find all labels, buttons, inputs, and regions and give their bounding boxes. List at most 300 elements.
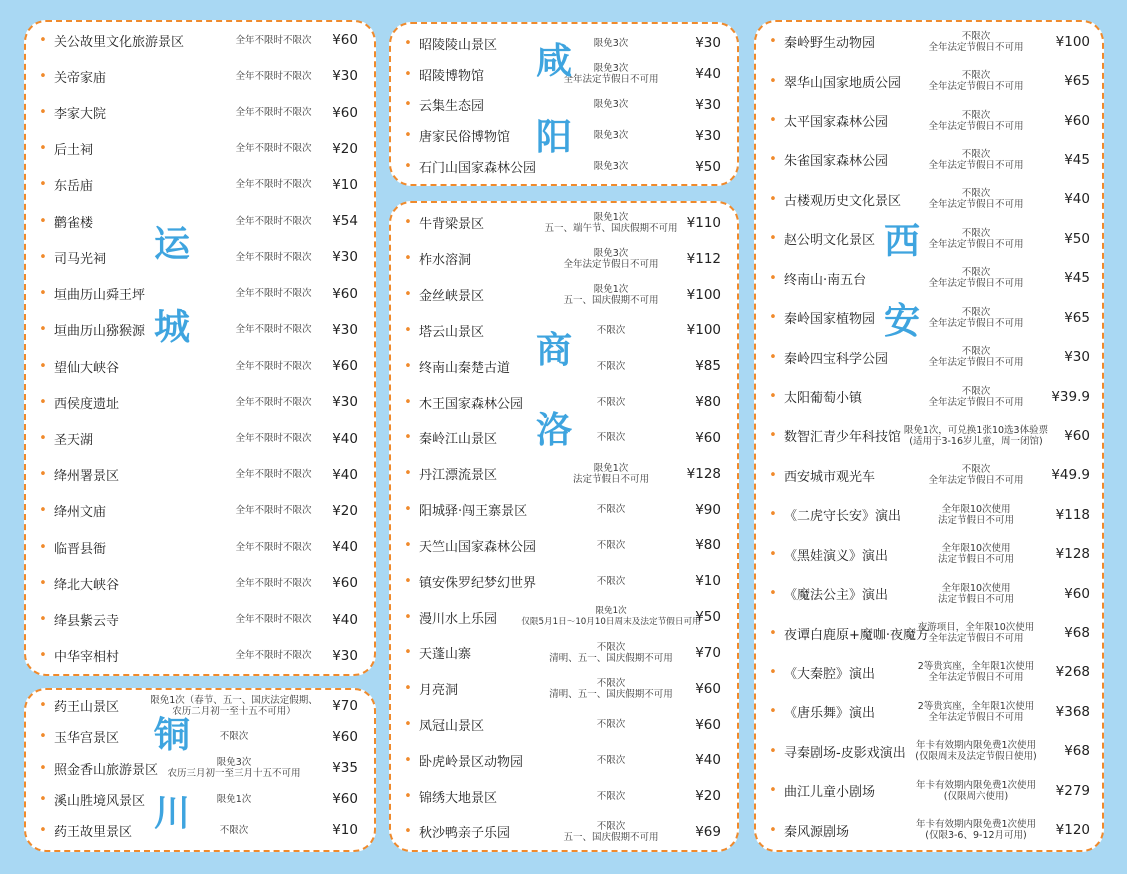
usage-note: 限免3次 全年法定节假日不可用 [563, 247, 659, 270]
usage-note: 全年不限时不限次 [235, 541, 312, 553]
city-label-xian-2: 安 [884, 301, 921, 342]
usage-note: 不限次 [219, 824, 249, 836]
price: ¥30 [695, 96, 721, 113]
xian-list [756, 22, 1102, 850]
attraction-name: 鹳雀楼 [54, 215, 94, 231]
attraction-name: 云集生态园 [419, 99, 485, 115]
price: ¥40 [332, 539, 358, 556]
attraction-name: 丹江漂流景区 [419, 468, 498, 484]
list-item [756, 574, 1102, 613]
price: ¥40 [1064, 191, 1090, 208]
price: ¥20 [695, 788, 721, 805]
city-label-tongchuan-1: 铜 [154, 715, 191, 756]
price: ¥68 [1064, 743, 1090, 760]
usage-note: 不限次 [596, 754, 626, 766]
bullet-icon: • [39, 822, 47, 838]
price: ¥30 [695, 35, 721, 52]
panel-yuncheng [24, 20, 376, 676]
usage-note: 限免1次 五一、国庆假期不可用 [563, 283, 659, 306]
attraction-name: 绛州署景区 [54, 469, 120, 485]
attraction-name: 柞水溶洞 [419, 253, 472, 269]
usage-note: 限免1次，可兑换1张10选3体验票 (适用于3-16岁儿童，周一闭馆) [903, 424, 1049, 447]
usage-note: 2等贵宾座，全年限1次使用 全年法定节假日不可用 [917, 700, 1035, 723]
attraction-name: 《魔法公主》演出 [784, 588, 889, 604]
bullet-icon: • [769, 743, 777, 759]
price: ¥30 [332, 394, 358, 411]
attraction-name: 锦绣大地景区 [419, 790, 498, 806]
price: ¥69 [695, 823, 721, 840]
list-item [756, 377, 1102, 416]
list-item [26, 94, 374, 130]
bullet-icon: • [39, 503, 47, 519]
usage-note: 全年不限时不限次 [235, 251, 312, 263]
bullet-icon: • [769, 113, 777, 129]
list-item [391, 527, 737, 563]
usage-note: 不限次 [596, 324, 626, 336]
usage-note: 全年不限时不限次 [235, 107, 312, 119]
bullet-icon: • [39, 612, 47, 628]
attraction-name: 唐家民俗博物馆 [419, 130, 511, 146]
usage-note: 不限次 [596, 432, 626, 444]
price: ¥50 [695, 609, 721, 626]
price: ¥60 [695, 716, 721, 733]
attraction-name: 终南山秦楚古道 [419, 360, 511, 376]
usage-note: 不限次 [596, 719, 626, 730]
price: ¥30 [695, 127, 721, 144]
bullet-icon: • [769, 625, 777, 641]
usage-note: 全年不限时不限次 [235, 650, 312, 662]
attraction-name: 凤冠山景区 [419, 719, 485, 734]
list-item [26, 457, 374, 493]
bullet-icon: • [404, 159, 412, 175]
list-item [756, 259, 1102, 298]
attraction-name: 东岳庙 [54, 179, 94, 195]
attraction-name: 秦岭江山景区 [419, 432, 498, 448]
list-item [756, 456, 1102, 495]
attraction-name: 绛县紫云寺 [54, 614, 120, 630]
bullet-icon: • [769, 507, 777, 523]
list-item [26, 752, 374, 783]
usage-note: 全年限10次使用 法定节假日不可用 [937, 503, 1014, 526]
usage-note: 不限次 全年法定节假日不可用 [928, 148, 1024, 171]
list-item [391, 205, 737, 241]
attraction-name: 秦岭国家植物园 [784, 312, 876, 328]
price: ¥10 [695, 573, 721, 590]
bullet-icon: • [404, 717, 412, 732]
price: ¥70 [332, 697, 358, 714]
price: ¥112 [686, 250, 721, 267]
price: ¥20 [332, 140, 358, 157]
bullet-icon: • [769, 783, 777, 799]
bullet-icon: • [39, 431, 47, 447]
price: ¥60 [695, 680, 721, 697]
usage-note: 不限次 全年法定节假日不可用 [928, 306, 1024, 329]
list-item [756, 653, 1102, 692]
price: ¥68 [1064, 625, 1090, 642]
attraction-name: 《黑娃演义》演出 [784, 548, 889, 564]
list-item [756, 140, 1102, 179]
price: ¥39.9 [1051, 388, 1090, 405]
attraction-name: 西侯度遗址 [54, 396, 120, 412]
price: ¥368 [1055, 703, 1090, 720]
price: ¥80 [695, 537, 721, 554]
bullet-icon: • [769, 310, 777, 326]
attraction-name: 临晋县衙 [54, 541, 107, 557]
list-item [756, 22, 1102, 61]
price: ¥50 [1064, 230, 1090, 247]
attraction-name: 翠华山国家地质公园 [784, 75, 902, 91]
list-item [26, 784, 374, 815]
list-item [26, 602, 374, 638]
price: ¥80 [695, 394, 721, 411]
price: ¥60 [332, 575, 358, 592]
attraction-name: 镇安侏罗纪梦幻世界 [419, 575, 537, 591]
attraction-name: 金丝峡景区 [419, 289, 485, 305]
price: ¥128 [686, 465, 721, 482]
price: ¥40 [332, 430, 358, 447]
price: ¥30 [332, 249, 358, 266]
price: ¥279 [1055, 782, 1090, 799]
list-item [756, 495, 1102, 534]
usage-note: 全年不限时不限次 [235, 469, 312, 481]
list-item [391, 814, 737, 850]
bullet-icon: • [404, 430, 412, 446]
price: ¥90 [695, 501, 721, 518]
usage-note: 全年不限时不限次 [235, 433, 312, 445]
list-item [26, 815, 374, 846]
price: ¥118 [1055, 506, 1090, 523]
usage-note: 年卡有效期内限免费1次使用 (仅限周末及法定节假日使用) [915, 740, 1037, 763]
list-item [391, 241, 737, 277]
usage-note: 全年限10次使用 法定节假日不可用 [937, 543, 1014, 566]
list-item [756, 101, 1102, 140]
attraction-name: 月亮洞 [419, 683, 459, 699]
list-item [26, 167, 374, 203]
attraction-name: 圣天湖 [54, 433, 94, 449]
attraction-name: 秦岭四宝科学公园 [784, 351, 889, 367]
bullet-icon: • [769, 34, 777, 50]
usage-note: 全年不限时不限次 [235, 614, 312, 626]
list-item [391, 742, 737, 778]
attraction-name: 绛州文庙 [54, 505, 107, 521]
list-item [391, 671, 737, 707]
usage-note: 全年不限时不限次 [235, 577, 312, 589]
usage-note: 不限次 [596, 360, 626, 372]
list-item [756, 298, 1102, 337]
list-item [391, 90, 737, 121]
list-item [26, 721, 374, 752]
usage-note: 全年不限时不限次 [235, 288, 312, 300]
attraction-name: 石门山国家森林公园 [419, 161, 537, 177]
city-label-tongchuan-2: 川 [154, 793, 191, 834]
price: ¥30 [332, 68, 358, 85]
price: ¥50 [695, 158, 721, 175]
city-label-shangluo-1: 商 [536, 330, 573, 371]
attraction-name: 关公故里文化旅游景区 [54, 34, 185, 50]
price: ¥49.9 [1051, 467, 1090, 484]
price: ¥45 [1064, 270, 1090, 287]
usage-note: 全年不限时不限次 [235, 34, 312, 46]
usage-note: 不限次 全年法定节假日不可用 [928, 385, 1024, 408]
attraction-name: 药王故里景区 [54, 824, 133, 840]
yuncheng-list [26, 22, 374, 674]
list-item [391, 635, 737, 671]
list-item [756, 732, 1102, 771]
bullet-icon: • [404, 681, 412, 697]
usage-note: 全年不限时不限次 [235, 143, 312, 155]
bullet-icon: • [39, 648, 47, 664]
bullet-icon: • [769, 428, 777, 444]
list-item [391, 456, 737, 492]
bullet-icon: • [404, 609, 412, 625]
usage-note: 年卡有效期内限免费1次使用 (仅限周六使用) [915, 779, 1037, 802]
usage-note: 不限次 全年法定节假日不可用 [928, 346, 1024, 369]
panel-shangluo [389, 201, 739, 852]
usage-note: 不限次 全年法定节假日不可用 [928, 30, 1024, 53]
attraction-name: 垣曲历山舜王坪 [54, 288, 146, 304]
attraction-name: 夜谭白鹿原+魔咖·夜魔方 [784, 627, 930, 643]
bullet-icon: • [39, 213, 47, 229]
bullet-icon: • [39, 760, 47, 776]
price: ¥60 [332, 104, 358, 121]
price: ¥20 [332, 502, 358, 519]
list-item [756, 810, 1102, 849]
price: ¥100 [1055, 33, 1090, 50]
price: ¥60 [1064, 112, 1090, 129]
list-item [756, 219, 1102, 262]
usage-note: 限免3次 [593, 130, 629, 142]
city-label-yuncheng-2: 城 [154, 307, 191, 348]
usage-note: 不限次 全年法定节假日不可用 [928, 70, 1024, 93]
list-item [756, 613, 1102, 652]
attraction-name: 塔云山景区 [419, 324, 485, 340]
bullet-icon: • [769, 270, 777, 286]
price: ¥85 [695, 358, 721, 375]
attraction-name: 关帝家庙 [54, 70, 107, 86]
bullet-icon: • [769, 467, 777, 483]
usage-note: 全年不限时不限次 [235, 396, 312, 408]
bullet-icon: • [39, 322, 47, 338]
bullet-icon: • [404, 66, 412, 82]
bullet-icon: • [39, 358, 47, 374]
bullet-icon: • [404, 573, 412, 589]
list-item [26, 690, 374, 721]
list-item [756, 61, 1102, 100]
attraction-name: 天蓬山寨 [419, 647, 472, 663]
price: ¥40 [695, 752, 721, 769]
attraction-name: 漫川水上乐园 [419, 611, 498, 627]
bullet-icon: • [404, 752, 412, 768]
bullet-icon: • [39, 729, 47, 745]
usage-note: 限免3次 [593, 37, 629, 49]
bullet-icon: • [404, 35, 412, 51]
bullet-icon: • [404, 645, 412, 661]
bullet-icon: • [404, 215, 412, 231]
price: ¥60 [332, 32, 358, 49]
bullet-icon: • [769, 546, 777, 562]
bullet-icon: • [404, 788, 412, 804]
price: ¥70 [695, 644, 721, 661]
shangluo-list [391, 205, 737, 850]
usage-note: 不限次 全年法定节假日不可用 [928, 227, 1024, 250]
bullet-icon: • [769, 73, 777, 89]
attraction-name: 药王山景区 [54, 700, 120, 716]
usage-note: 限免3次 全年法定节假日不可用 [563, 63, 659, 86]
usage-note: 限免3次 [593, 161, 629, 173]
attraction-name: 终南山·南五台 [784, 272, 867, 288]
price: ¥54 [332, 213, 358, 230]
list-item [756, 534, 1102, 573]
price: ¥60 [695, 429, 721, 446]
attraction-name: 玉华宫景区 [54, 731, 120, 747]
bullet-icon: • [404, 251, 412, 267]
bullet-icon: • [769, 664, 777, 680]
usage-note: 不限次 全年法定节假日不可用 [928, 464, 1024, 487]
usage-note: 不限次 清明、五一、国庆假期不可用 [549, 677, 673, 700]
bullet-icon: • [39, 575, 47, 591]
usage-note: 全年不限时不限次 [235, 505, 312, 517]
list-item [756, 416, 1102, 455]
bullet-icon: • [769, 586, 777, 602]
bullet-icon: • [404, 824, 412, 840]
bullet-icon: • [404, 287, 412, 303]
attraction-name: 秋沙鸭亲子乐园 [419, 826, 511, 842]
city-label-xianyang-1: 咸 [536, 41, 573, 82]
bullet-icon: • [39, 249, 47, 265]
price: ¥30 [1064, 349, 1090, 366]
attraction-name: 昭陵博物馆 [419, 68, 485, 84]
price: ¥110 [686, 214, 721, 231]
price: ¥100 [686, 322, 721, 339]
list-item [391, 492, 737, 528]
usage-note: 不限次 清明、五一、国庆假期不可用 [549, 641, 673, 664]
attraction-name: 太阳葡萄小镇 [784, 391, 863, 406]
attraction-name: 秦风源剧场 [784, 824, 850, 840]
bullet-icon: • [39, 105, 47, 121]
usage-note: 全年不限时不限次 [235, 70, 312, 82]
bullet-icon: • [769, 349, 777, 365]
usage-note: 全年限10次使用 法定节假日不可用 [937, 582, 1014, 605]
bullet-icon: • [39, 698, 47, 714]
attraction-name: 寻秦剧场-皮影戏演出 [784, 745, 906, 761]
price: ¥120 [1055, 822, 1090, 839]
list-item [391, 599, 737, 635]
price: ¥60 [1064, 427, 1090, 444]
price: ¥40 [695, 66, 721, 83]
attraction-name: 秦岭野生动物园 [784, 36, 876, 52]
usage-note: 限免3次 农历三月初一至三月十五不可用 [167, 757, 301, 779]
attraction-name: 溪山胜境风景区 [54, 793, 146, 809]
usage-note: 全年不限时不限次 [235, 324, 312, 336]
price: ¥30 [332, 647, 358, 664]
usage-note: 不限次 全年法定节假日不可用 [928, 267, 1024, 290]
price: ¥35 [332, 760, 358, 776]
usage-note: 不限次 [596, 504, 626, 516]
usage-note: 限免1次 法定节假日不可用 [572, 462, 649, 485]
usage-note: 限免1次（春节、五一、国庆法定假期、 农历二月初一至十五不可用） [150, 694, 318, 717]
bullet-icon: • [404, 358, 412, 374]
attraction-name: 《大秦腔》演出 [784, 666, 876, 682]
city-label-shangluo-2: 洛 [536, 410, 573, 451]
list-item [26, 420, 374, 456]
usage-note: 不限次 [596, 396, 626, 408]
usage-note: 不限次 [219, 731, 249, 743]
list-item [26, 565, 374, 601]
bullet-icon: • [769, 389, 777, 404]
bullet-icon: • [404, 466, 412, 482]
list-item [26, 22, 374, 58]
usage-note: 不限次 [596, 790, 626, 802]
bullet-icon: • [769, 231, 777, 247]
list-item [26, 493, 374, 529]
bullet-icon: • [39, 467, 47, 483]
usage-note: 2等贵宾座，全年限1次使用 全年法定节假日不可用 [917, 661, 1035, 684]
price: ¥40 [332, 466, 358, 483]
attraction-name: 赵公明文化景区 [784, 233, 876, 249]
attraction-name: 中华宰相村 [54, 650, 120, 666]
panel-xian [754, 20, 1104, 852]
attraction-name: 《二虎守长安》演出 [784, 509, 902, 525]
bullet-icon: • [404, 97, 412, 113]
usage-note: 不限次 [596, 575, 626, 587]
list-item [756, 337, 1102, 376]
attraction-name: 绛北大峡谷 [54, 577, 120, 593]
bullet-icon: • [404, 537, 412, 553]
panel-tongchuan [24, 688, 376, 852]
bullet-icon: • [769, 704, 777, 720]
list-item [26, 131, 374, 167]
bullet-icon: • [39, 394, 47, 410]
bullet-icon: • [769, 152, 777, 168]
usage-note: 不限次 全年法定节假日不可用 [928, 109, 1024, 132]
bullet-icon: • [39, 68, 47, 84]
attraction-name: 天竺山国家森林公园 [419, 539, 537, 555]
price: ¥60 [332, 285, 358, 302]
price: ¥60 [1064, 585, 1090, 602]
bullet-icon: • [39, 177, 47, 193]
usage-note: 全年不限时不限次 [235, 215, 312, 227]
bullet-icon: • [404, 502, 412, 518]
list-item [26, 529, 374, 565]
price: ¥100 [686, 286, 721, 303]
attraction-name: 西安城市观光车 [784, 469, 876, 485]
usage-note: 限免3次 [593, 99, 629, 111]
city-label-xianyang-2: 阳 [536, 117, 573, 158]
price: ¥128 [1055, 546, 1090, 563]
bullet-icon: • [404, 322, 412, 338]
attraction-name: 古楼观历史文化景区 [784, 193, 902, 209]
list-item [26, 276, 374, 312]
price: ¥40 [332, 611, 358, 628]
bullet-icon: • [39, 286, 47, 302]
attraction-name: 垣曲历山猕猴源 [54, 324, 146, 340]
attraction-name: 朱雀国家森林公园 [784, 154, 889, 170]
panel-xianyang [389, 22, 739, 186]
attraction-name: 数智汇青少年科技馆 [784, 430, 902, 446]
usage-note: 全年不限时不限次 [235, 360, 312, 372]
list-item [26, 58, 374, 94]
list-item [26, 239, 374, 275]
attraction-name: 牛背梁景区 [419, 217, 485, 233]
list-item [756, 180, 1102, 219]
usage-note: 限免1次 [216, 793, 252, 805]
list-item [391, 277, 737, 313]
attraction-name: 司马光祠 [54, 251, 107, 267]
attraction-name: 阳城驿·闯王寨景区 [419, 504, 528, 520]
list-item [26, 203, 374, 239]
price: ¥60 [332, 728, 358, 745]
attraction-name: 后土祠 [54, 143, 94, 159]
